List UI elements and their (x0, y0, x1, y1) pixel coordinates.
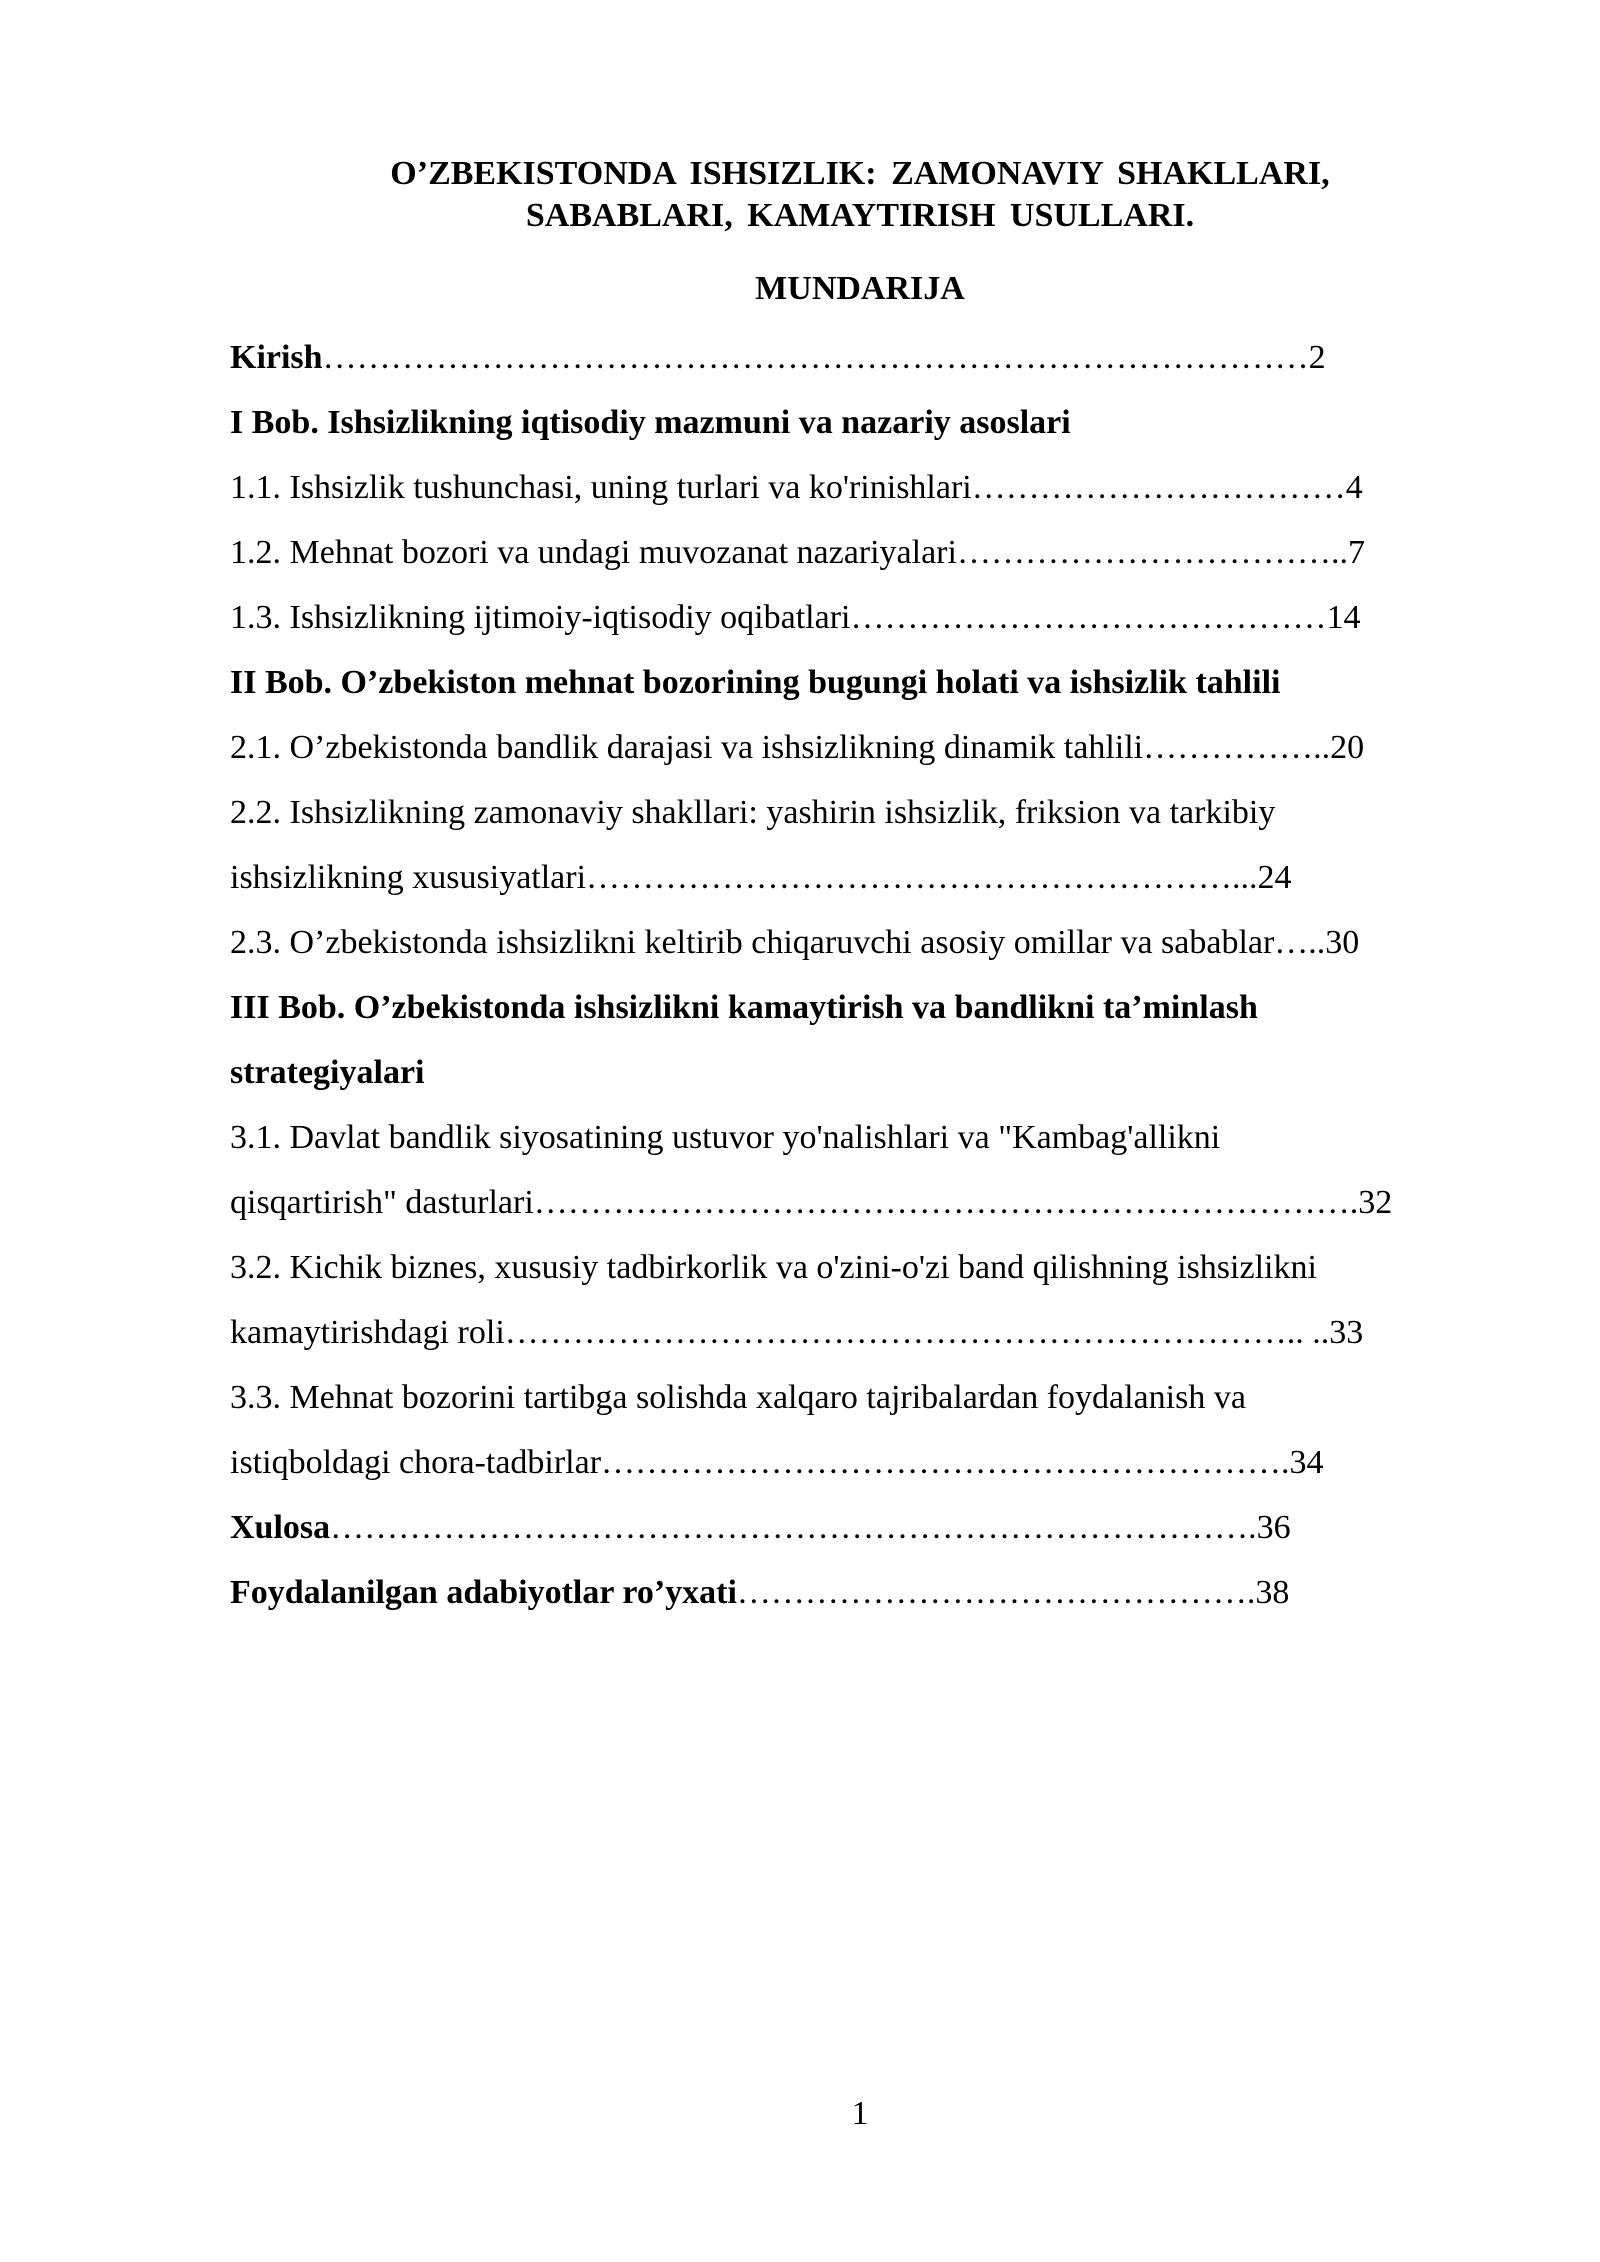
toc-entry-label: Xulosa (230, 1509, 331, 1546)
toc-chapter-2: II Bob. O’zbekiston mehnat bozorining bugungi holati va ishsizlik tahlili (230, 664, 1281, 701)
toc-leader-page: ……………………………………………………………………………2 (322, 339, 1326, 376)
toc-entry-label: Foydalanilgan adabiyotlar ro’yxati (230, 1574, 737, 1611)
toc-entry-3-1-line-2: qisqartirish" dasturlari……………………………………………………………….32 (230, 1184, 1393, 1221)
toc-chapter-3-line-1: III Bob. O’zbekistonda ishsizlikni kamaytirish va bandlikni ta’minlash (230, 989, 1258, 1026)
toc-entry-xulosa (230, 1507, 1291, 1549)
toc-entry-2-2-line-2: ishsizlikning xususiyatlari…………………………………………………...24 (230, 859, 1292, 896)
toc-entry-label: Kirish (230, 339, 323, 376)
toc-entry-2-3: 2.3. O’zbekistonda ishsizlikni keltirib chiqaruvchi asosiy omillar va sabablar…..30 (230, 924, 1360, 961)
toc-entry-3-1-line-1: 3.1. Davlat bandlik siyosatining ustuvor yo'nalishlari va "Kambag'allikni (230, 1119, 1221, 1156)
toc-entry-kirish (230, 337, 1326, 379)
toc-leader-page: ……………………………………………………………………….36 (330, 1509, 1291, 1546)
toc-leader-page: ……………………………………….38 (736, 1574, 1290, 1611)
document-title-line-1: O’ZBEKISTONDA ISHSIZLIK: ZAMONAVIY SHAKLLARI, (390, 155, 1330, 192)
document-title-line-2: SABABLARI, KAMAYTIRISH USULLARI. (525, 197, 1195, 234)
toc-entry-3-3-line-1: 3.3. Mehnat bozorini tartibga solishda xalqaro tajribalardan foydalanish va (230, 1379, 1246, 1416)
toc-entry-2-1: 2.1. O’zbekistonda bandlik darajasi va ishsizlikning dinamik tahlili……………..20 (230, 729, 1365, 766)
toc-entry-2-2-line-1: 2.2. Ishsizlikning zamonaviy shakllari: yashirin ishsizlik, friksion va tarkibiy (230, 794, 1276, 831)
toc-entry-1-2: 1.2. Mehnat bozori va undagi muvozanat nazariyalari……………………………..7 (230, 534, 1365, 571)
toc-entry-1-3: 1.3. Ishsizlikning ijtimoiy-iqtisodiy oqibatlari……………………………………14 (230, 599, 1361, 636)
toc-chapter-3-line-2: strategiyalari (230, 1054, 425, 1091)
toc-entry-1-1: 1.1. Ishsizlik tushunchasi, uning turlari va ko'rinishlari……………………………4 (230, 469, 1363, 506)
toc-entry-3-2-line-2: kamaytirishdagi roli…………………………………………………………….. ..33 (230, 1314, 1364, 1351)
toc-entry-adabiyotlar (230, 1572, 1289, 1614)
toc-chapter-1: I Bob. Ishsizlikning iqtisodiy mazmuni va nazariy asoslari (230, 404, 1071, 441)
page-number: 1 (851, 2095, 869, 2132)
toc-entry-3-3-line-2: istiqboldagi chora-tadbirlar…………………………………………………….34 (230, 1444, 1324, 1481)
toc-entry-3-2-line-1: 3.2. Kichik biznes, xususiy tadbirkorlik va o'zini-o'zi band qilishning ishsizlikni (230, 1249, 1317, 1286)
toc-heading: MUNDARIJA (755, 270, 965, 307)
